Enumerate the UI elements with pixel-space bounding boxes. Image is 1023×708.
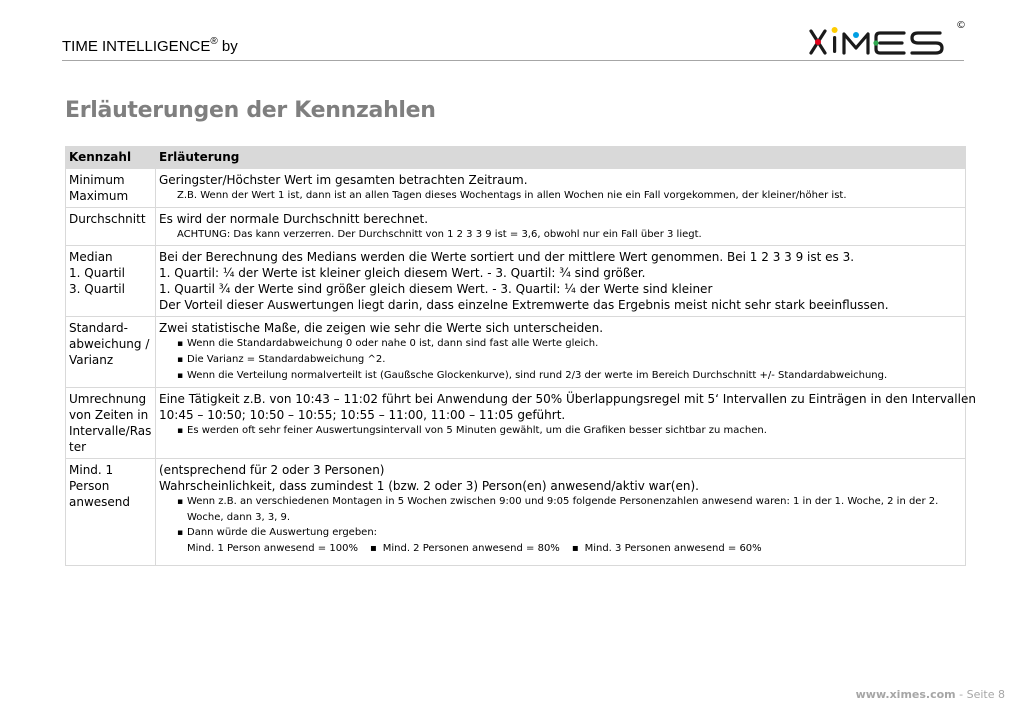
kennzahlen-table (65, 146, 976, 566)
erlaeuterung-cell: Zwei statistische Maße, die zeigen wie sehr die Werte sich unterscheiden. ▪ Wenn die Standardabweichung 0 oder nahe 0 ist, dann sind fast alle Werte gleich. ▪ Die Varianz = Standardabweichung ^2. ▪ Wenn die Verteilung normalverteilt ist (Gaußsche Glockenkurve), sind rund 2/3 der werte im Bereich Durchschnitt +/- Standardabweichung. (156, 317, 966, 388)
kennzahl-cell: Minimum Maximum (66, 169, 156, 208)
header-title-suffix: by (221, 38, 238, 55)
footer-separator: - (955, 688, 967, 701)
table-row-standardabweichung (66, 317, 966, 388)
table-row-median-quartil (66, 246, 966, 317)
result-separator: ▪ (369, 543, 377, 554)
result-item: Mind. 1 Person anwesend = 100% (187, 543, 358, 554)
page-number: Seite 8 (966, 688, 1005, 701)
result-line (159, 541, 962, 556)
column-header-kennzahl: Kennzahl (66, 147, 156, 169)
bullet-item: ▪ Wenn die Standardabweichung 0 oder nahe 0 ist, dann sind fast alle Werte gleich. (159, 336, 962, 352)
table-row-minimum-maximum (66, 169, 966, 208)
erlaeuterung-cell: Bei der Berechnung des Medians werden die Werte sortiert und der mittlere Wert genommen. Bei 1 2 3 3 9 ist es 3. 1. Quartil: ¼ der Werte ist kleiner gleich diesem Wert. - 3. Quartil: ¾ sind größer. 1. Quartil ¾ der Werte sind größer gleich diesem Wert. - 3. Quartil: ¼ der Werte sind kleiner Der Vorteil dieser Auswertungen liegt darin, dass einzelne Extremwerte das Ergebnis meist nicht sehr stark beeinflussen. (156, 246, 966, 317)
result-separator: ▪ (571, 543, 579, 554)
header-divider (62, 60, 964, 61)
result-item: Mind. 2 Personen anwesend = 80% (382, 543, 560, 554)
footer-site-link[interactable]: www.ximes.com (855, 688, 956, 701)
table-row-umrechnung (66, 388, 966, 459)
kennzahl-cell: Standard- abweichung / Varianz (66, 317, 156, 388)
table-header-row (66, 147, 966, 169)
bullet-item: ▪ Wenn die Verteilung normalverteilt ist (Gaußsche Glockenkurve), sind rund 2/3 der werte im Bereich Durchschnitt +/- Standardabweichung. (159, 368, 962, 384)
registered-mark: ® (210, 36, 218, 47)
header (0, 0, 1023, 62)
erlaeuterung-cell: Eine Tätigkeit z.B. von 10:43 – 11:02 führt bei Anwendung der 50% Überlappungsregel mit 5‘ Intervallen zu Einträgen in den Intervallen 10:45 – 10:50; 10:50 – 10:55; 10:55 – 11:00, 11:00 – 11:05 geführt. ▪ Es werden oft sehr feiner Auswertungsintervall von 5 Minuten gewählt, um die Grafiken besser sichtbar zu machen. (156, 388, 966, 459)
copyright-mark: © (956, 20, 966, 31)
logo-dot-blue (853, 32, 859, 38)
logo-dot-red (815, 39, 821, 45)
erlaeuterung-cell: Es wird der normale Durchschnitt berechnet. ACHTUNG: Das kann verzerren. Der Durchschnitt von 1 2 3 3 9 ist = 3,6, obwohl nur ein Fall über 3 liegt. (156, 208, 966, 246)
logo-dot-yellow (832, 27, 838, 33)
erlaeuterung-cell: Geringster/Höchster Wert im gesamten betrachten Zeitraum. Z.B. Wenn der Wert 1 ist, dann ist an allen Tagen dieses Wochentags in allen Wochen nie ein Fall vorgekommen, der kleiner/höher ist. (156, 169, 966, 208)
result-item: Mind. 3 Personen anwesend = 60% (584, 543, 762, 554)
erlaeuterung-cell: (entsprechend für 2 oder 3 Personen) Wahrscheinlichkeit, dass zumindest 1 (bzw. 2 oder 3) Person(en) anwesend/aktiv war(en). ▪ Wenn z.B. an verschiedenen Montagen in 5 Wochen zwischen 9:00 und 9:05 folgende Personenzahlen anwesend waren: 1 in der 1. Woche, 2 in der 2. Woche, dann 3, 3, 9. ▪ Dann würde die Auswertung ergeben: Mind. 1 Person anwesend = 100% ▪ Mind. 2 Personen anwesend = 80% ▪ Mind. 3 Personen anwesend = 60% (156, 459, 966, 566)
ximes-logo[interactable] (808, 24, 968, 60)
bullet-item: ▪ Wenn z.B. an verschiedenen Montagen in 5 Wochen zwischen 9:00 und 9:05 folgende Personenzahlen anwesend waren: 1 in der 1. Woche, 2 in der 2. Woche, dann 3, 3, 9. (159, 494, 962, 525)
column-header-erlaeuterung: Erläuterung (156, 147, 966, 169)
bullet-item: ▪ Dann würde die Auswertung ergeben: (159, 525, 962, 541)
kennzahl-cell: Durchschnitt (66, 208, 156, 246)
kennzahl-cell: Umrechnung von Zeiten in Intervalle/Ras ter (66, 388, 156, 459)
bullet-item: ▪ Es werden oft sehr feiner Auswertungsintervall von 5 Minuten gewählt, um die Grafiken besser sichtbar zu machen. (159, 423, 962, 439)
table-row-mind-person-anwesend (66, 459, 966, 566)
footer (830, 688, 1005, 701)
header-title: TIME INTELLIGENCE® by (62, 36, 238, 55)
table-row-durchschnitt (66, 208, 966, 246)
kennzahl-cell: Mind. 1 Person anwesend (66, 459, 156, 566)
kennzahl-cell: Median 1. Quartil 3. Quartil (66, 246, 156, 317)
logo-dot-green (873, 40, 878, 45)
page-title: Erläuterungen der Kennzahlen (65, 98, 436, 123)
bullet-item: ▪ Die Varianz = Standardabweichung ^2. (159, 352, 962, 368)
